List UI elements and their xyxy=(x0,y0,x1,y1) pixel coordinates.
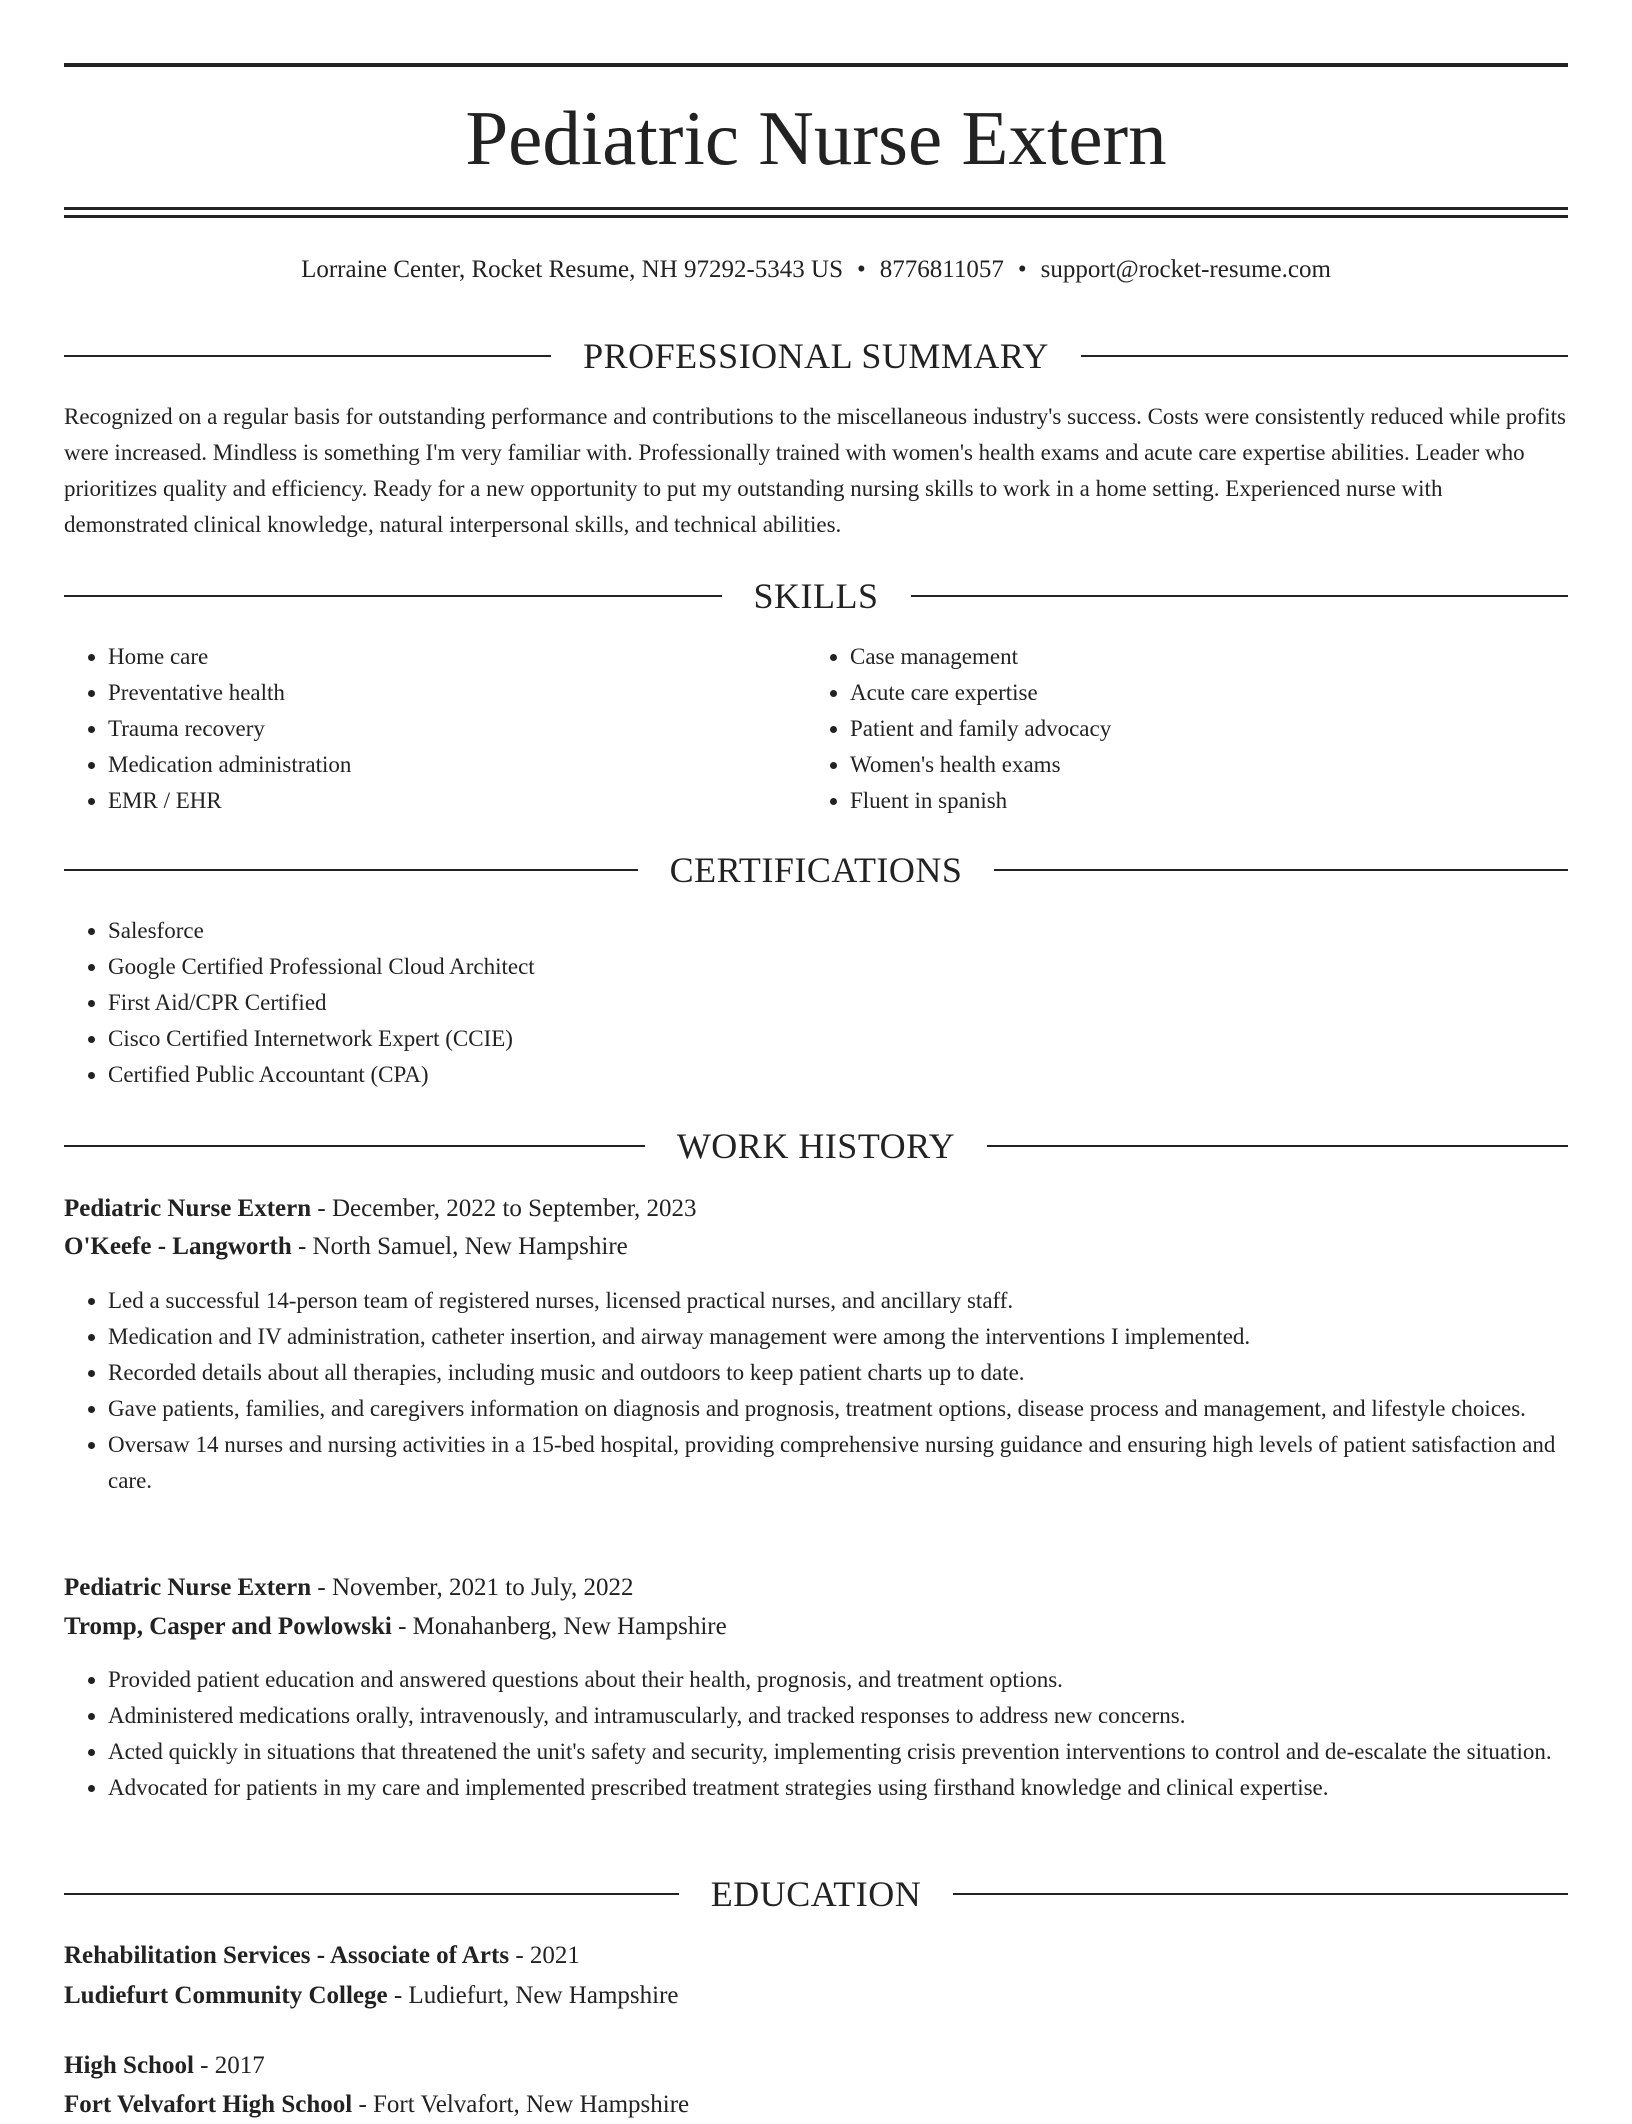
skills-list-left xyxy=(64,639,808,819)
certification-item: • Certified Public Accountant (CPA) xyxy=(108,1057,1568,1093)
job-dates: - December, 2022 to September, 2023 xyxy=(311,1195,697,1222)
education-degree-line xyxy=(64,1937,1568,1975)
job-bullet: • Acted quickly in situations that threatened the unit's safety and security, implementing crisis prevention interventions to control and de-escalate the situation. xyxy=(108,1734,1568,1770)
heading-rule xyxy=(1081,355,1568,357)
skill-item: • Medication administration xyxy=(108,747,808,783)
contact-address: Lorraine Center, Rocket Resume, NH 97292-5343 US xyxy=(301,256,844,283)
job-bullet: • Gave patients, families, and caregivers information on diagnosis and prognosis, treatment options, disease process and management, and lifestyle choices. xyxy=(108,1391,1568,1427)
job-location: - North Samuel, New Hampshire xyxy=(291,1233,628,1260)
heading-rule xyxy=(994,869,1568,871)
job-company: O'Keefe - Langworth xyxy=(64,1233,292,1260)
heading-rule xyxy=(64,1145,645,1147)
education-year: - 2017 xyxy=(193,2052,265,2079)
skill-item: • Trauma recovery xyxy=(108,711,808,747)
job-title-line xyxy=(64,1569,1568,1607)
education-degree: High School xyxy=(64,2052,194,2079)
education-location: - Fort Velvafort, New Hampshire xyxy=(352,2091,690,2118)
skills-heading xyxy=(64,572,1568,620)
job-bullet: • Provided patient education and answered questions about their health, prognosis, and treatment options. xyxy=(108,1662,1568,1698)
job-company: Tromp, Casper and Powlowski xyxy=(64,1613,392,1640)
work-history-heading xyxy=(64,1122,1568,1170)
skill-item: • Women's health exams xyxy=(850,747,1550,783)
skill-item: • EMR / EHR xyxy=(108,783,808,819)
job-title-line xyxy=(64,1190,1568,1228)
job-dates: - November, 2021 to July, 2022 xyxy=(311,1574,634,1601)
heading-rule xyxy=(64,869,638,871)
top-rule xyxy=(64,63,1568,67)
section-title: CERTIFICATIONS xyxy=(669,850,963,890)
skill-item: • Case management xyxy=(850,639,1550,675)
job-title: Pediatric Nurse Extern xyxy=(64,1195,312,1222)
education-school: Fort Velvafort High School xyxy=(64,2091,353,2118)
resume-title: Pediatric Nurse Extern xyxy=(465,95,1167,181)
education-location: - Ludiefurt, New Hampshire xyxy=(387,1982,679,2009)
job-bullets xyxy=(64,1283,1568,1499)
job-bullet: • Medication and IV administration, catheter insertion, and airway management were among the interventions I implemented. xyxy=(108,1319,1568,1355)
job-bullet: • Administered medications orally, intravenously, and intramuscularly, and tracked responses to address new concerns. xyxy=(108,1698,1568,1734)
skill-item: • Preventative health xyxy=(108,675,808,711)
job-title: Pediatric Nurse Extern xyxy=(64,1574,312,1601)
heading-rule xyxy=(953,1893,1568,1895)
contact-email: support@rocket-resume.com xyxy=(1040,256,1331,283)
education-year: - 2021 xyxy=(509,1942,580,1969)
job-bullet: • Recorded details about all therapies, including music and outdoors to keep patient charts up to date. xyxy=(108,1355,1568,1391)
education-degree: Rehabilitation Services - Associate of Arts xyxy=(64,1942,510,1969)
title-rule-upper xyxy=(64,207,1568,210)
summary-heading xyxy=(64,332,1568,380)
section-title: PROFESSIONAL SUMMARY xyxy=(583,336,1049,376)
education-school-line xyxy=(64,2086,1568,2124)
education-school: Ludiefurt Community College xyxy=(64,1982,388,2009)
education-school-line xyxy=(64,1977,1568,2015)
skill-item: • Fluent in spanish xyxy=(850,783,1550,819)
certification-item: • First Aid/CPR Certified xyxy=(108,985,1568,1021)
job-bullets xyxy=(64,1662,1568,1806)
title-rule-lower xyxy=(64,215,1568,218)
heading-rule xyxy=(64,355,551,357)
education-heading xyxy=(64,1870,1568,1918)
contact-phone: 8776811057 xyxy=(879,256,1004,283)
job-bullet: • Oversaw 14 nurses and nursing activities in a 15-bed hospital, providing comprehensive nursing guidance and ensuring high levels of patient satisfaction and care. xyxy=(108,1427,1568,1499)
certifications-list xyxy=(64,913,1568,1093)
contact-separator: • xyxy=(857,256,866,283)
section-title: WORK HISTORY xyxy=(676,1126,956,1166)
skill-item: • Patient and family advocacy xyxy=(850,711,1550,747)
contact-line xyxy=(64,252,1568,288)
job-location: - Monahanberg, New Hampshire xyxy=(391,1613,727,1640)
contact-separator: • xyxy=(1017,256,1027,283)
summary-text: Recognized on a regular basis for outstanding performance and contributions to the miscellaneous industry's success. Costs were consistently reduced while profits were increased. Mindless is something I'm very familiar with. Professionally trained with women's health exams and acute care expertise abilities. Leader who prioritizes quality and efficiency. Ready for a new opportunity to put my outstanding nursing skills to work in a home setting. Experienced nurse with demonstrated clinical knowledge, natural interpersonal skills, and technical abilities. xyxy=(64,404,1566,537)
heading-rule xyxy=(911,595,1569,597)
skills-list-right xyxy=(806,639,1550,819)
section-title: EDUCATION xyxy=(710,1874,922,1914)
job-company-line xyxy=(64,1608,1568,1646)
job-company-line xyxy=(64,1228,1568,1266)
skill-item: • Home care xyxy=(108,639,808,675)
job-bullet: • Led a successful 14-person team of registered nurses, licensed practical nurses, and ancillary staff. xyxy=(108,1283,1568,1319)
heading-rule xyxy=(64,1893,679,1895)
skill-item: • Acute care expertise xyxy=(850,675,1550,711)
certifications-heading xyxy=(64,846,1568,894)
certification-item: • Google Certified Professional Cloud Architect xyxy=(108,949,1568,985)
education-degree-line xyxy=(64,2047,1568,2085)
section-title: SKILLS xyxy=(753,576,879,616)
heading-rule xyxy=(64,595,722,597)
certification-item: • Cisco Certified Internetwork Expert (CCIE) xyxy=(108,1021,1568,1057)
certification-item: • Salesforce xyxy=(108,913,1568,949)
job-bullet: • Advocated for patients in my care and implemented prescribed treatment strategies using firsthand knowledge and clinical expertise. xyxy=(108,1770,1568,1806)
heading-rule xyxy=(987,1145,1568,1147)
